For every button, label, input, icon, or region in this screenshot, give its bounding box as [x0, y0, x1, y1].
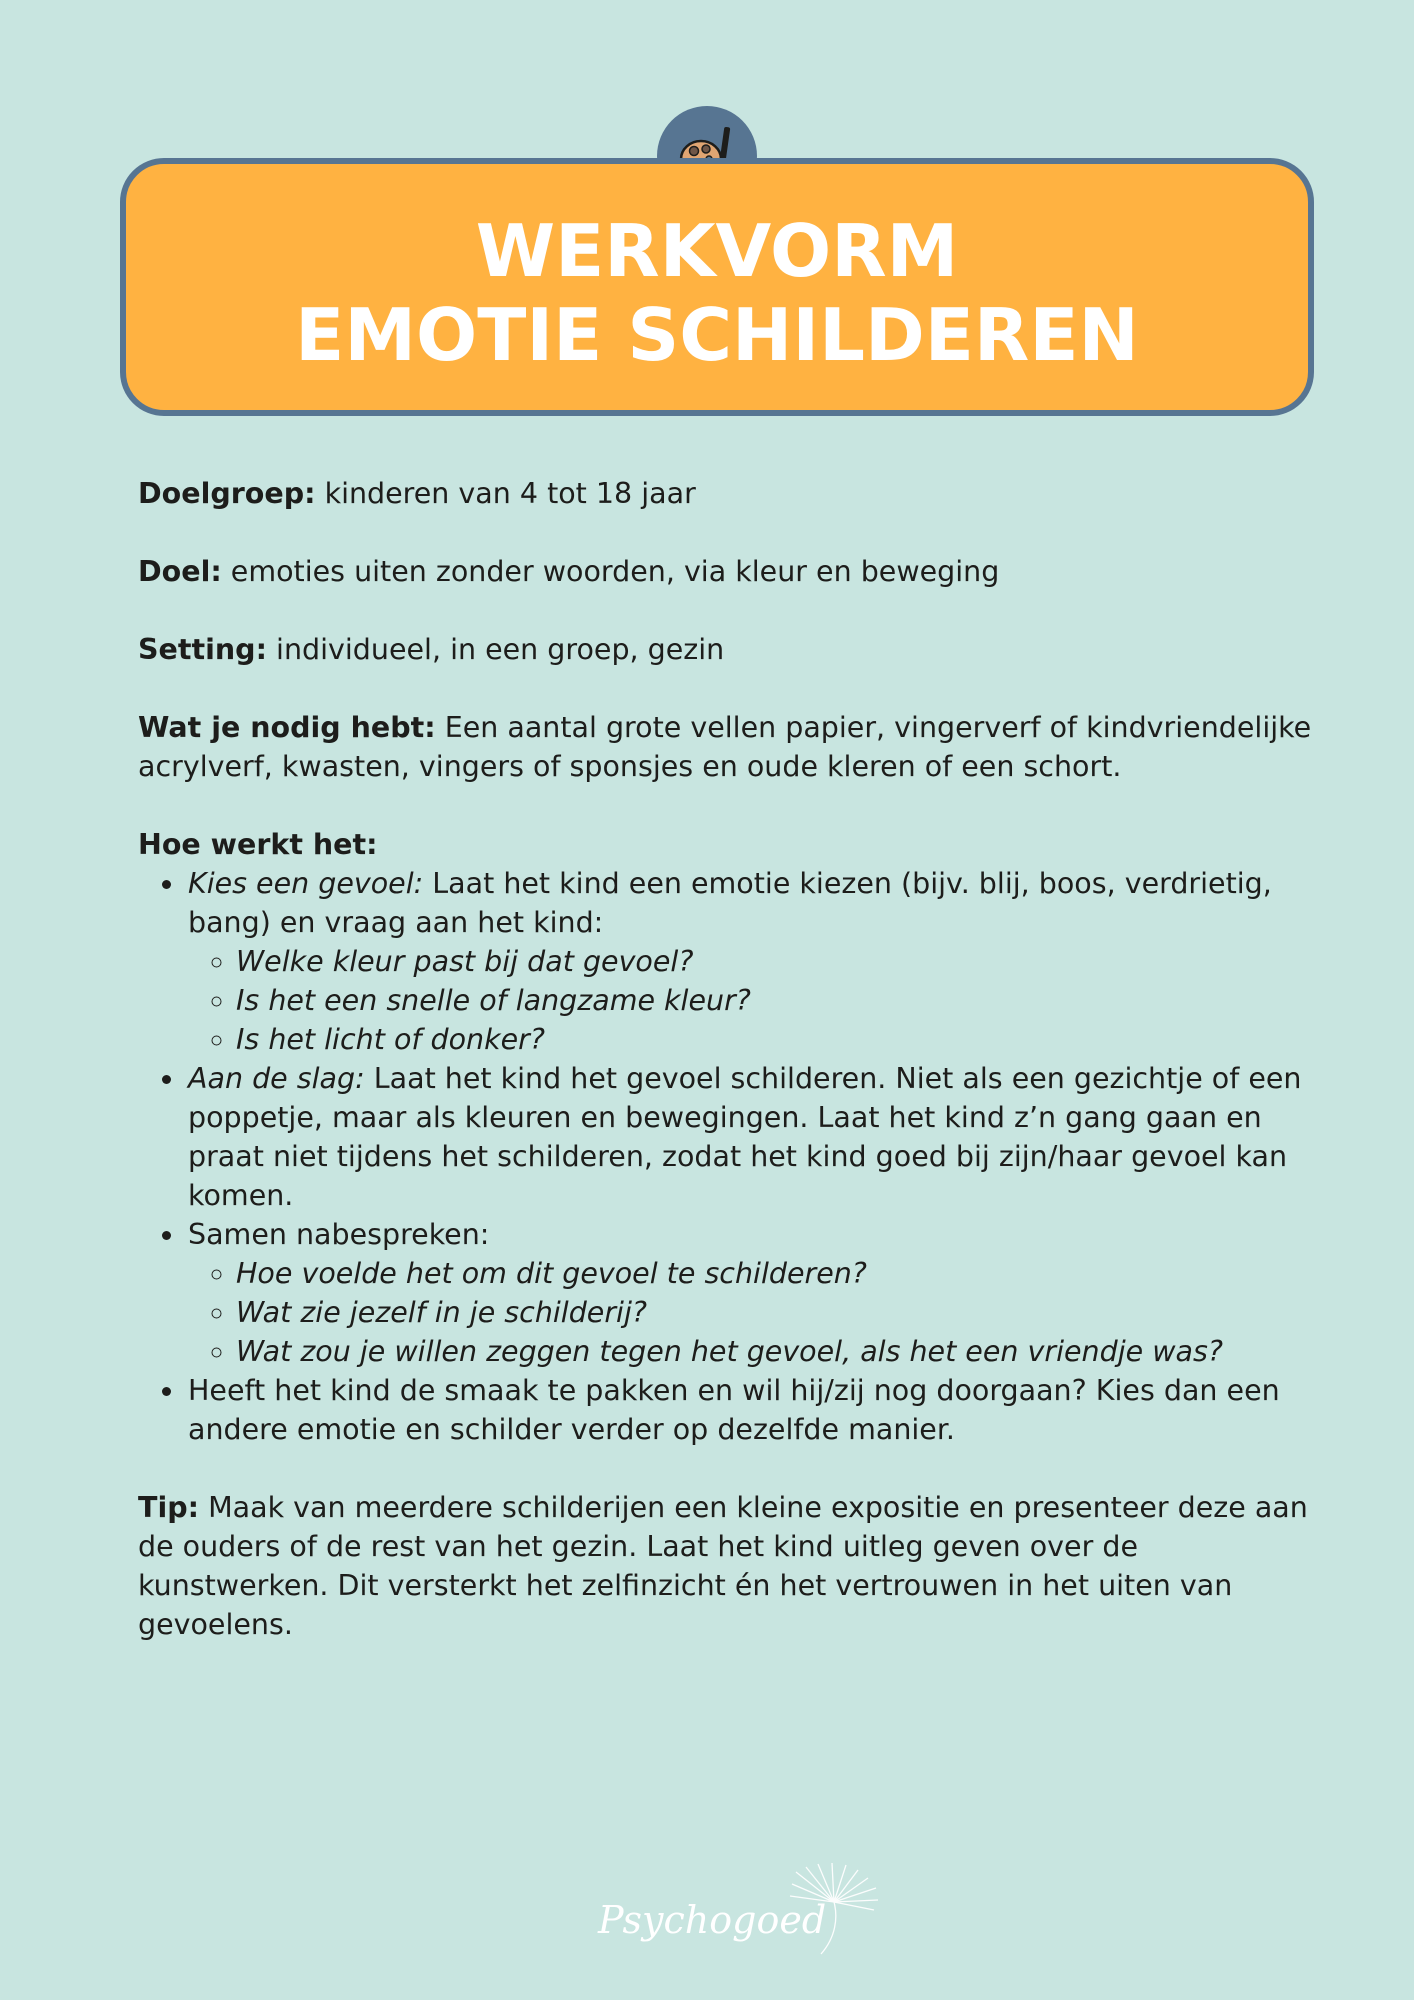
how-heading	[138, 825, 1318, 864]
title-line-2: EMOTIE SCHILDEREN	[295, 293, 1139, 377]
field-doelgroep	[138, 474, 1318, 513]
step-text: Laat het kind het gevoel schilderen. Niet als een gezichtje of een poppetje, maar als kleuren en bewegingen. Laat het kind z’n gang gaan en praat niet tijdens het schilderen, zodat het kind goed bij zijn/haar gevoel kan komen.	[188, 1062, 1302, 1212]
list-item: ◦ Is het licht of donker?	[236, 1020, 1318, 1059]
field-value: individueel, in een groep, gezin	[276, 633, 725, 666]
tip	[138, 1488, 1318, 1644]
list-item	[186, 864, 1318, 1059]
list-item: ◦ Is het een snelle of langzame kleur?	[236, 981, 1318, 1020]
field-label: Doelgroep:	[138, 477, 316, 510]
tip-text: Maak van meerdere schilderijen een kleine expositie en presenteer deze aan de ouders of de rest van het gezin. Laat het kind uitleg geven over de kunstwerken. Dit versterkt het zelfinzicht én het vertrouwen in het uiten van gevoelens.	[138, 1491, 1308, 1641]
title-card	[120, 158, 1314, 416]
field-nodig	[138, 708, 1318, 786]
brand-name: Psychogoed	[598, 1898, 827, 1942]
steps-list	[138, 864, 1318, 1449]
step-lead: Aan de slag:	[188, 1062, 365, 1095]
question-list	[188, 942, 1318, 1059]
step-text: Laat het kind een emotie kiezen (bijv. blij, boos, verdrietig, bang) en vraag aan het kind:	[188, 867, 1272, 939]
list-item: ◦ Hoe voelde het om dit gevoel te schilderen?	[236, 1254, 1318, 1293]
tip-label: Tip:	[138, 1491, 200, 1524]
field-doel	[138, 552, 1318, 591]
field-value: Een aantal grote vellen papier, vingerverf of kindvriendelijke acrylverf, kwasten, vingers of sponsjes en oude kleren of een schort.	[138, 711, 1312, 783]
step-text: Heeft het kind de smaak te pakken en wil hij/zij nog doorgaan? Kies dan een andere emotie en schilder verder op dezelfde manier.	[188, 1374, 1280, 1446]
list-item	[186, 1059, 1318, 1215]
field-label: Doel:	[138, 555, 222, 588]
title-line-1: WERKVORM	[475, 209, 959, 293]
step-text: Samen nabespreken:	[188, 1218, 490, 1251]
field-label: Setting:	[138, 633, 267, 666]
list-item: ◦ Welke kleur past bij dat gevoel?	[236, 942, 1318, 981]
field-value: emoties uiten zonder woorden, via kleur en beweging	[230, 555, 1000, 588]
list-item	[186, 1215, 1318, 1371]
list-item	[186, 1371, 1318, 1449]
list-item: ◦ Wat zou je willen zeggen tegen het gevoel, als het een vriendje was?	[236, 1332, 1318, 1371]
step-lead: Kies een gevoel:	[188, 867, 424, 900]
field-label: Wat je nodig hebt:	[138, 711, 436, 744]
brand-logo	[596, 1862, 896, 1962]
list-item: ◦ Wat zie jezelf in je schilderij?	[236, 1293, 1318, 1332]
field-value: kinderen van 4 tot 18 jaar	[324, 477, 696, 510]
content	[138, 474, 1318, 1683]
field-setting	[138, 630, 1318, 669]
question-list	[188, 1254, 1318, 1371]
how-heading-text: Hoe werkt het:	[138, 828, 378, 861]
